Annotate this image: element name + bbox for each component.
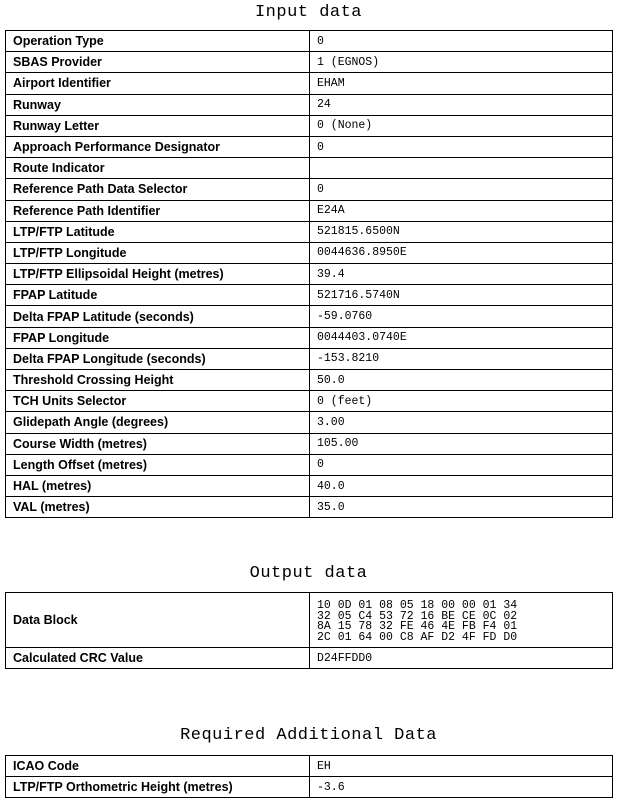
row-label: Runway (6, 94, 310, 115)
table-row (6, 391, 613, 412)
row-value: 50.0 (310, 370, 613, 391)
row-label: VAL (metres) (6, 497, 310, 518)
table-row (6, 370, 613, 391)
input-data-title: Input data (254, 3, 363, 22)
row-label: Route Indicator (6, 158, 310, 179)
table-row (6, 264, 613, 285)
row-value: 35.0 (310, 497, 613, 518)
table-row (6, 158, 613, 179)
row-value: 0 (feet) (310, 391, 613, 412)
row-value: 40.0 (310, 475, 613, 496)
data-block-line: 10 0D 01 08 05 18 00 00 01 34 (317, 599, 518, 612)
row-value: E24A (310, 200, 613, 221)
row-label: Threshold Crossing Height (6, 370, 310, 391)
input-data-table (5, 30, 613, 518)
table-row (6, 94, 613, 115)
row-value: 24 (310, 94, 613, 115)
row-label: Approach Performance Designator (6, 136, 310, 157)
row-label: Reference Path Identifier (6, 200, 310, 221)
table-row (6, 31, 613, 52)
row-value: 0 (310, 136, 613, 157)
table-row (6, 777, 613, 798)
table-row (6, 306, 613, 327)
row-label: FPAP Longitude (6, 327, 310, 348)
row-value: -59.0760 (310, 306, 613, 327)
row-value: 0044403.0740E (310, 327, 613, 348)
row-value: 0 (310, 454, 613, 475)
row-label: LTP/FTP Orthometric Height (metres) (6, 777, 310, 798)
table-row (6, 52, 613, 73)
data-block-line: 32 05 C4 53 72 16 BE CE 0C 02 (317, 609, 518, 623)
row-label: Glidepath Angle (degrees) (6, 412, 310, 433)
table-row (6, 221, 613, 242)
table-row (6, 454, 613, 475)
data-block-line: 2C 01 64 00 C8 AF D2 4F FD D0 (317, 630, 518, 644)
row-label: TCH Units Selector (6, 391, 310, 412)
table-row (6, 497, 613, 518)
table-row (6, 433, 613, 454)
table-row (6, 242, 613, 263)
row-value: 0 (310, 179, 613, 200)
row-label: Operation Type (6, 31, 310, 52)
crc-label: Calculated CRC Value (6, 648, 310, 669)
row-value: 3.00 (310, 412, 613, 433)
table-row (6, 756, 613, 777)
crc-value: D24FFDD0 (310, 648, 613, 669)
table-row (6, 475, 613, 496)
row-label: HAL (metres) (6, 475, 310, 496)
row-value: 0 (None) (310, 115, 613, 136)
row-label: Delta FPAP Longitude (seconds) (6, 348, 310, 369)
row-value: 1 (EGNOS) (310, 52, 613, 73)
row-value: -3.6 (310, 777, 613, 798)
row-label: Course Width (metres) (6, 433, 310, 454)
table-row (6, 648, 613, 669)
row-value: 105.00 (310, 433, 613, 454)
row-label: FPAP Latitude (6, 285, 310, 306)
row-label: Airport Identifier (6, 73, 310, 94)
table-row (6, 136, 613, 157)
additional-data-table (5, 755, 613, 798)
data-block-label: Data Block (6, 593, 310, 648)
row-label: ICAO Code (6, 756, 310, 777)
table-row (6, 412, 613, 433)
row-value: 0 (310, 31, 613, 52)
row-value: -153.8210 (310, 348, 613, 369)
row-value: 521815.6500N (310, 221, 613, 242)
row-label: Reference Path Data Selector (6, 179, 310, 200)
table-row (6, 327, 613, 348)
data-block-value (310, 593, 613, 648)
table-row (6, 200, 613, 221)
table-row (6, 73, 613, 94)
row-value: EHAM (310, 73, 613, 94)
row-value: 0044636.8950E (310, 242, 613, 263)
row-value: 521716.5740N (310, 285, 613, 306)
row-value: EH (310, 756, 613, 777)
row-label: Length Offset (metres) (6, 454, 310, 475)
row-label: LTP/FTP Ellipsoidal Height (metres) (6, 264, 310, 285)
table-row (6, 348, 613, 369)
table-row (6, 115, 613, 136)
row-value (310, 158, 613, 179)
output-data-title: Output data (249, 564, 368, 583)
data-block-line: 8A 15 78 32 FE 46 4E FB F4 01 (317, 620, 518, 633)
row-value: 39.4 (310, 264, 613, 285)
row-label: LTP/FTP Longitude (6, 242, 310, 263)
row-label: LTP/FTP Latitude (6, 221, 310, 242)
additional-data-title: Required Additional Data (180, 726, 437, 745)
table-row (6, 179, 613, 200)
row-label: SBAS Provider (6, 52, 310, 73)
row-label: Delta FPAP Latitude (seconds) (6, 306, 310, 327)
row-label: Runway Letter (6, 115, 310, 136)
table-row (6, 593, 613, 648)
table-row (6, 285, 613, 306)
output-data-table (5, 592, 613, 669)
